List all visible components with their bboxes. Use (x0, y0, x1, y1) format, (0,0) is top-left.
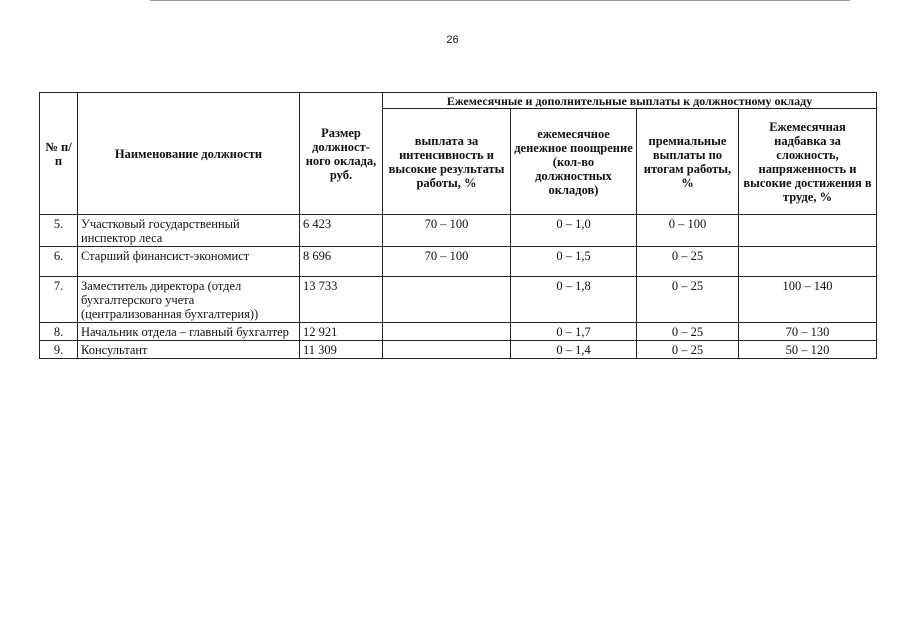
table-row (40, 341, 877, 359)
row-position: Консультант (78, 341, 300, 359)
row-bonus: 0 – 100 (637, 215, 739, 247)
header-num: № п/п (40, 93, 78, 215)
row-bonus: 0 – 25 (637, 277, 739, 323)
table-row (40, 323, 877, 341)
row-incentive: 0 – 1,7 (511, 323, 637, 341)
row-complexity: 100 – 140 (739, 277, 877, 323)
row-position: Начальник отдела – главный бухгалтер (78, 323, 300, 341)
row-num: 5. (40, 215, 78, 247)
top-scan-rule (150, 0, 850, 1)
row-incentive: 0 – 1,4 (511, 341, 637, 359)
row-complexity (739, 247, 877, 277)
header-position: Наименование должности (78, 93, 300, 215)
row-salary: 6 423 (300, 215, 383, 247)
row-bonus: 0 – 25 (637, 323, 739, 341)
table-row (40, 247, 877, 277)
page-number: 26 (446, 34, 459, 46)
row-num: 7. (40, 277, 78, 323)
header-intensity: выплата за интенсивность и высокие результаты работы, % (383, 109, 511, 215)
header-group-payments: Ежемесячные и дополнительные выплаты к должностному окладу (383, 93, 877, 109)
salary-table (39, 92, 877, 359)
row-complexity (739, 215, 877, 247)
row-position: Заместитель директора (отдел бухгалтерского учета (централизованная бухгалтерия)) (78, 277, 300, 323)
row-complexity: 50 – 120 (739, 341, 877, 359)
row-salary: 8 696 (300, 247, 383, 277)
row-complexity: 70 – 130 (739, 323, 877, 341)
header-complexity: Ежемесячная надбавка за сложность, напряженность и высокие достижения в труде, % (739, 109, 877, 215)
header-salary: Размер должност- ного оклада, руб. (300, 93, 383, 215)
header-row-group (40, 93, 877, 109)
row-position: Участковый государственный инспектор леса (78, 215, 300, 247)
row-salary: 12 921 (300, 323, 383, 341)
row-incentive: 0 – 1,5 (511, 247, 637, 277)
header-incentive: ежемесячное денежное поощрение (кол-во должностных окладов) (511, 109, 637, 215)
header-bonus: премиальные выплаты по итогам работы, % (637, 109, 739, 215)
row-intensity (383, 323, 511, 341)
row-bonus: 0 – 25 (637, 341, 739, 359)
row-incentive: 0 – 1,0 (511, 215, 637, 247)
row-num: 6. (40, 247, 78, 277)
table-row (40, 215, 877, 247)
table-row (40, 277, 877, 323)
row-intensity (383, 341, 511, 359)
row-num: 9. (40, 341, 78, 359)
row-bonus: 0 – 25 (637, 247, 739, 277)
row-intensity: 70 – 100 (383, 215, 511, 247)
row-num: 8. (40, 323, 78, 341)
row-position: Старший финансист-экономист (78, 247, 300, 277)
row-incentive: 0 – 1,8 (511, 277, 637, 323)
row-intensity: 70 – 100 (383, 247, 511, 277)
row-salary: 11 309 (300, 341, 383, 359)
row-salary: 13 733 (300, 277, 383, 323)
row-intensity (383, 277, 511, 323)
